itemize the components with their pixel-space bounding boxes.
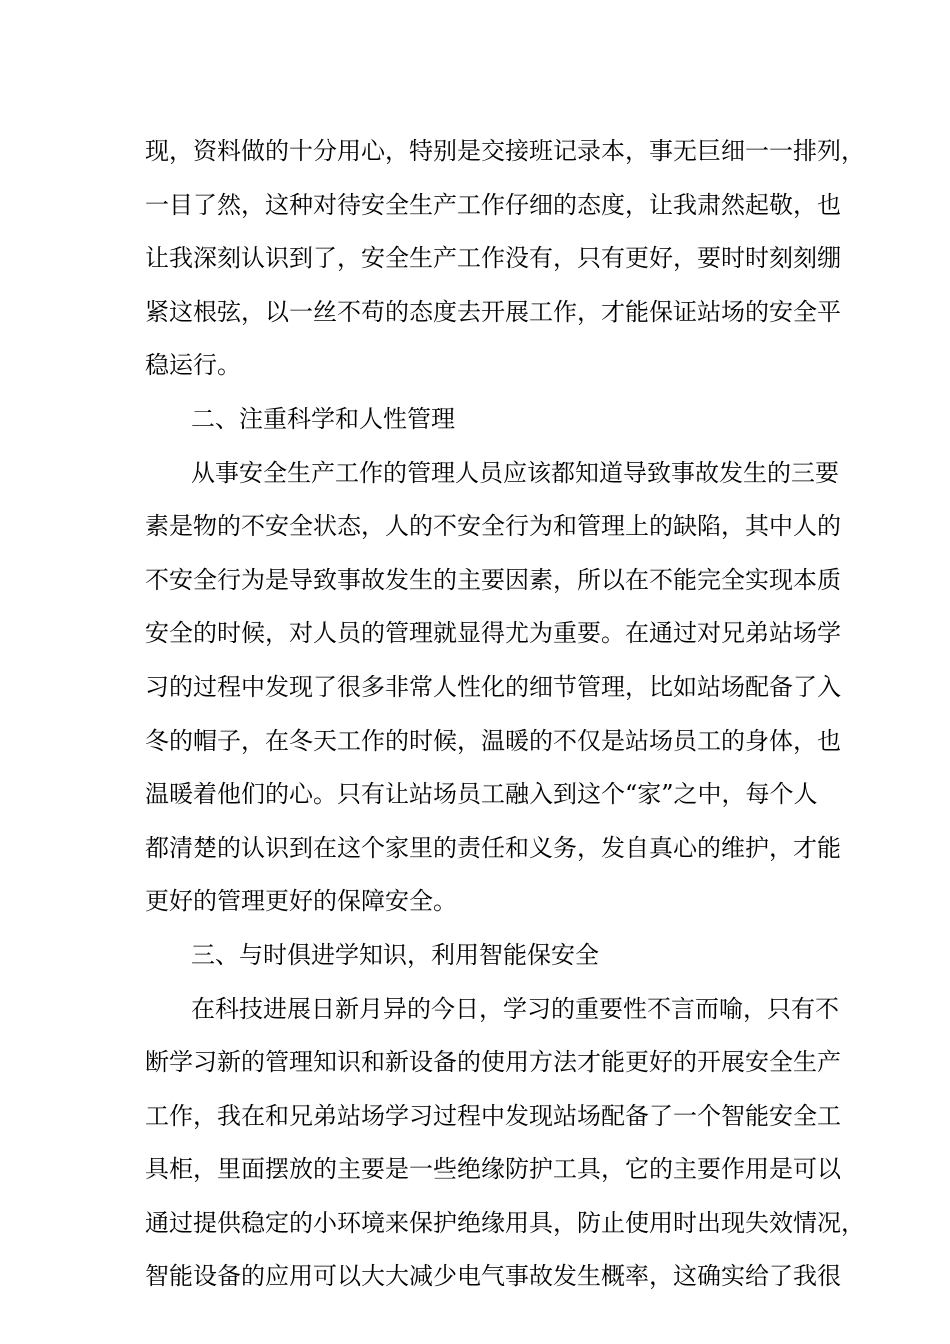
text-line: 具柜，里面摆放的主要是一些绝缘防护工具，它的主要作用是可以	[145, 1155, 841, 1184]
text-line: 让我深刻认识到了，安全生产工作没有，只有更好，要时时刻刻绷	[145, 244, 841, 273]
text-line: 温暖着他们的心。只有让站场员工融入到这个“家”之中，每个人	[145, 780, 818, 809]
text-line: 不安全行为是导致事故发生的主要因素，所以在不能完全实现本质	[145, 565, 841, 594]
text-line: 一目了然，这种对待安全生产工作仔细的态度，让我肃然起敬，也	[145, 190, 841, 219]
text-line: 从事安全生产工作的管理人员应该都知道导致事故发生的三要	[191, 458, 839, 487]
text-line: 素是物的不安全状态，人的不安全行为和管理上的缺陷，其中人的	[145, 512, 841, 541]
text-line: 智能设备的应用可以大大减少电气事故发生概率，这确实给了我很	[145, 1262, 841, 1291]
text-line: 紧这根弦，以一丝不苟的态度去开展工作，才能保证站场的安全平	[145, 297, 841, 326]
text-line: 冬的帽子，在冬天工作的时候，温暖的不仅是站场员工的身体，也	[145, 726, 841, 755]
text-line: 都清楚的认识到在这个家里的责任和义务，发自真心的维护，才能	[145, 833, 841, 862]
text-line: 习的过程中发现了很多非常人性化的细节管理，比如站场配备了入	[145, 672, 841, 701]
section-heading: 三、与时俱进学知识，利用智能保安全	[191, 940, 599, 969]
text-line: 现，资料做的十分用心，特别是交接班记录本，事无巨细一一排列，	[145, 137, 865, 165]
text-line: 稳运行。	[145, 351, 241, 380]
text-line: 更好的管理更好的保障安全。	[145, 887, 457, 916]
text-line: 在科技进展日新月异的今日，学习的重要性不言而喻，只有不	[191, 994, 839, 1023]
text-line: 断学习新的管理知识和新设备的使用方法才能更好的开展安全生产	[145, 1048, 841, 1077]
text-line: 工作，我在和兄弟站场学习过程中发现站场配备了一个智能安全工	[145, 1101, 841, 1130]
document-body	[145, 125, 865, 1304]
section-heading: 二、注重科学和人性管理	[191, 404, 455, 433]
text-line: 通过提供稳定的小环境来保护绝缘用具，防止使用时出现失效情况，	[145, 1208, 865, 1237]
text-line: 安全的时候，对人员的管理就显得尤为重要。在通过对兄弟站场学	[145, 619, 841, 648]
